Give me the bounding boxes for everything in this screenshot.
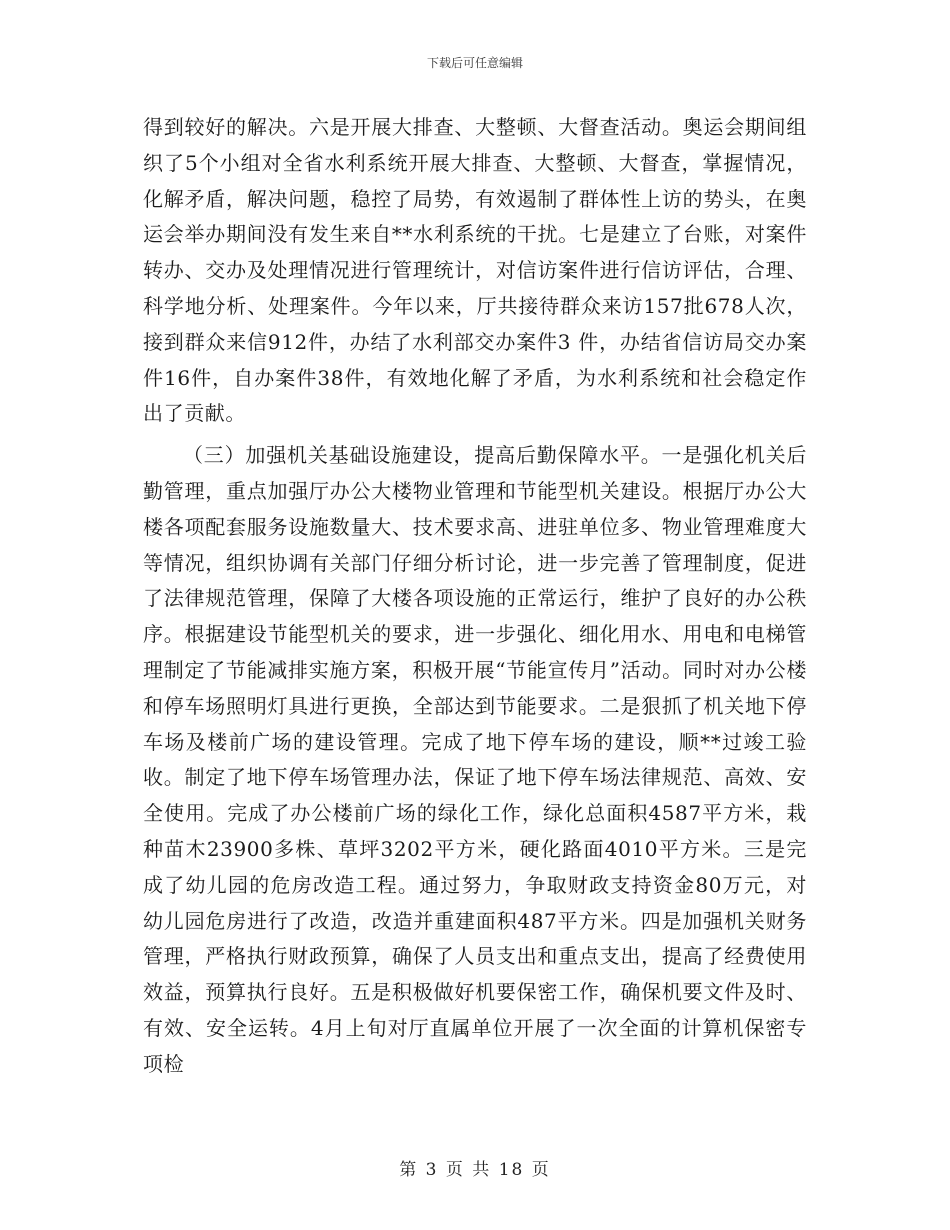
header-note: 下载后可任意编辑 — [426, 56, 523, 70]
page-footer — [0, 1155, 950, 1180]
paragraph-section-three: （三）加强机关基础设施建设，提高后勤保障水平。一是强化机关后勤管理，重点加强厅办公大楼物业管理和节能型机关建设。根据厅办公大楼各项配套服务设施数量大、技术要求高、进驻单位多、物业管理难度大等情况，组织协调有关部门仔细分析讨论，进一步完善了管理制度，促进了法律规范管理，保障了大楼各项设施的正常运行，维护了良好的办公秩序。根据建设节能型机关的要求，进一步强化、细化用水、用电和电梯管理制定了节能减排实施方案，积极开展“节能宣传月”活动。同时对办公楼和停车场照明灯具进行更换，全部达到节能要求。二是狠抓了机关地下停车场及楼前广场的建设管理。完成了地下停车场的建设，顺**过竣工验收。制定了地下停车场管理办法，保证了地下停车场法律规范、高效、安全使用。完成了办公楼前广场的绿化工作，绿化总面积4587平方米，栽种苗木23900多株、草坪3202平方米，硬化路面4010平方米。三是完成了幼儿园的危房改造工程。通过努力，争取财政支持资金80万元，对幼儿园危房进行了改造，改造并重建面积487平方米。四是加强机关财务管理，严格执行财政预算，确保了人员支出和重点支出，提高了经费使用效益，预算执行良好。五是积极做好机要保密工作，确保机要文件及时、有效、安全运转。4月上旬对厅直属单位开展了一次全面的计算机保密专项检 — [143, 443, 807, 1076]
page-number: 第 3 页 共 18 页 — [399, 1160, 551, 1180]
document-body — [143, 110, 807, 1083]
page-header — [0, 54, 950, 71]
paragraph-continuation: 得到较好的解决。六是开展大排查、大整顿、大督查活动。奥运会期间组织了5个小组对全省水利系统开展大排查、大整顿、大督查，掌握情况，化解矛盾，解决问题，稳控了局势，有效遏制了群体性上访的势头，在奥运会举办期间没有发生来自**水利系统的干扰。七是建立了台账，对案件转办、交办及处理情况进行管理统计，对信访案件进行信访评估，合理、科学地分析、处理案件。今年以来，厅共接待群众来访157批678人次，接到群众来信912件，办结了水利部交办案件3 件，办结省信访局交办案件16件，自办案件38件，有效地化解了矛盾，为水利系统和社会稳定作出了贡献。 — [143, 115, 807, 426]
